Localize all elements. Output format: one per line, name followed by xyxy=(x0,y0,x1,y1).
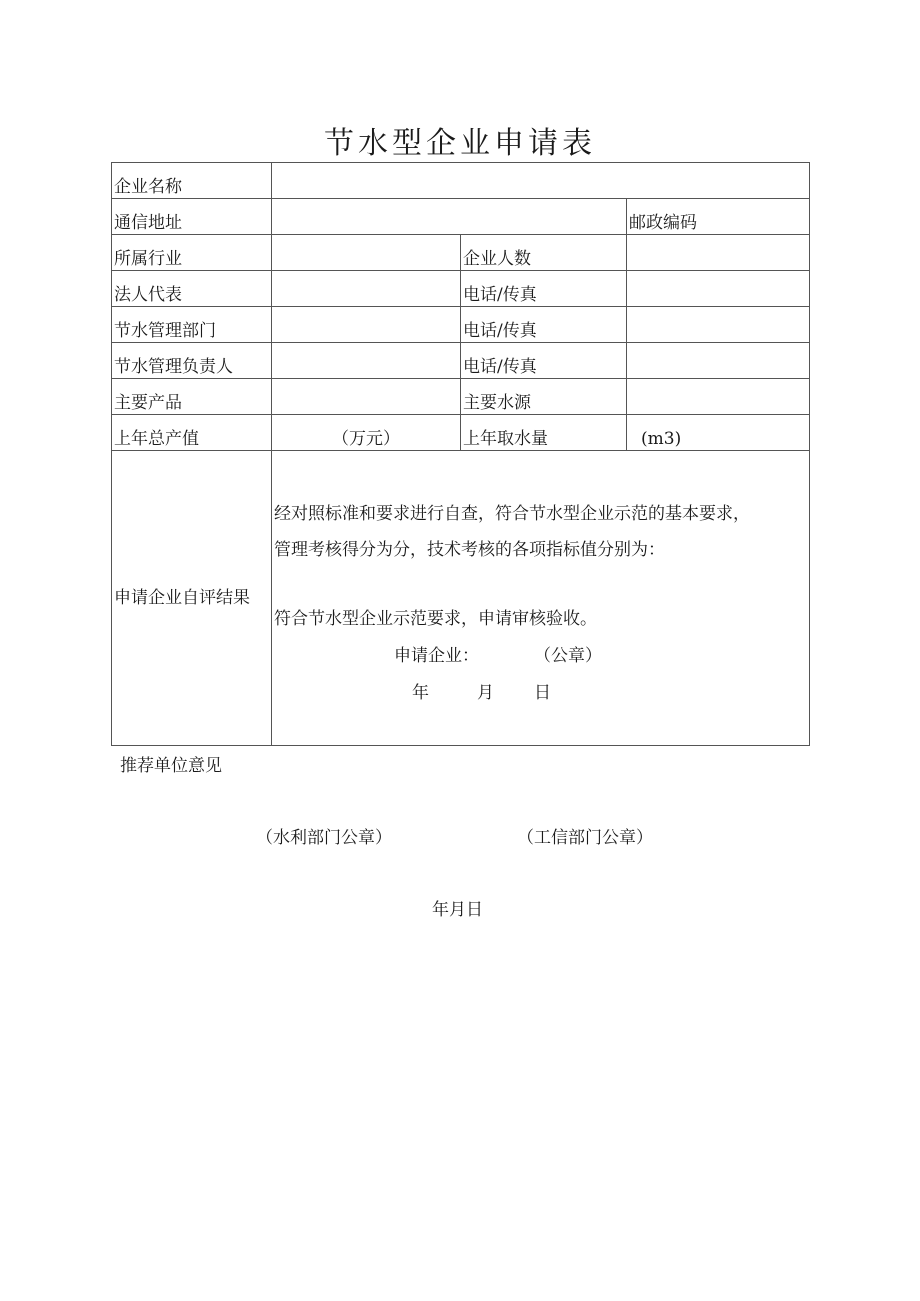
company-seal: （公章） xyxy=(534,646,602,666)
recommendation-date: 年月日 xyxy=(432,900,483,920)
industry-label: 所属行业 xyxy=(112,235,272,271)
postal-code-label: 邮政编码 xyxy=(627,199,810,235)
water-dept-seal: （水利部门公章） xyxy=(256,828,392,848)
phone-fax-field[interactable] xyxy=(627,307,810,343)
dept-label: 节水管理部门 xyxy=(112,307,272,343)
row-products xyxy=(112,379,810,415)
water-source-field[interactable] xyxy=(627,379,810,415)
address-field[interactable] xyxy=(272,199,627,235)
recommendation-label: 推荐单位意见 xyxy=(120,756,222,776)
manager-field[interactable] xyxy=(272,343,461,379)
it-dept-seal: （工信部门公章） xyxy=(517,828,653,848)
phone-fax-label: 电话/传真 xyxy=(461,343,627,379)
legal-rep-label: 法人代表 xyxy=(112,271,272,307)
row-legal-rep xyxy=(112,271,810,307)
products-label: 主要产品 xyxy=(112,379,272,415)
employee-count-label: 企业人数 xyxy=(461,235,627,271)
output-value-field[interactable]: （万元） xyxy=(272,415,461,451)
legal-rep-field[interactable] xyxy=(272,271,461,307)
page-title: 节水型企业申请表 xyxy=(324,126,596,161)
eval-day: 日 xyxy=(534,683,551,703)
phone-fax-label: 电话/传真 xyxy=(461,307,627,343)
phone-fax-field[interactable] xyxy=(627,343,810,379)
eval-month: 月 xyxy=(477,683,494,703)
company-name-field[interactable] xyxy=(272,163,810,199)
row-company-name xyxy=(112,163,810,199)
applicant-label: 申请企业： xyxy=(394,646,479,666)
products-field[interactable] xyxy=(272,379,461,415)
water-intake-label: 上年取水量 xyxy=(461,415,627,451)
water-intake-field[interactable] xyxy=(627,415,810,451)
row-evaluation xyxy=(112,451,810,746)
evaluation-line-1: 经对照标准和要求进行自查，符合节水型企业示范的基本要求， xyxy=(274,504,750,524)
output-value-label: 上年总产值 xyxy=(112,415,272,451)
row-manager xyxy=(112,343,810,379)
evaluation-line-2: 管理考核得分为分，技术考核的各项指标值分别为： xyxy=(274,540,665,560)
dept-field[interactable] xyxy=(272,307,461,343)
row-dept xyxy=(112,307,810,343)
phone-fax-field[interactable] xyxy=(627,271,810,307)
water-unit: (m3) xyxy=(641,429,682,449)
eval-year: 年 xyxy=(412,683,429,703)
row-output xyxy=(112,415,810,451)
address-label: 通信地址 xyxy=(112,199,272,235)
evaluation-line-3: 符合节水型企业示范要求，申请审核验收。 xyxy=(274,609,597,629)
water-source-label: 主要水源 xyxy=(461,379,627,415)
application-form-table xyxy=(111,162,810,746)
industry-field[interactable] xyxy=(272,235,461,271)
company-name-label: 企业名称 xyxy=(112,163,272,199)
evaluation-body[interactable] xyxy=(272,451,810,746)
evaluation-label: 申请企业自评结果 xyxy=(112,451,272,746)
phone-fax-label: 电话/传真 xyxy=(461,271,627,307)
row-industry xyxy=(112,235,810,271)
employee-count-field[interactable] xyxy=(627,235,810,271)
row-address xyxy=(112,199,810,235)
manager-label: 节水管理负责人 xyxy=(112,343,272,379)
